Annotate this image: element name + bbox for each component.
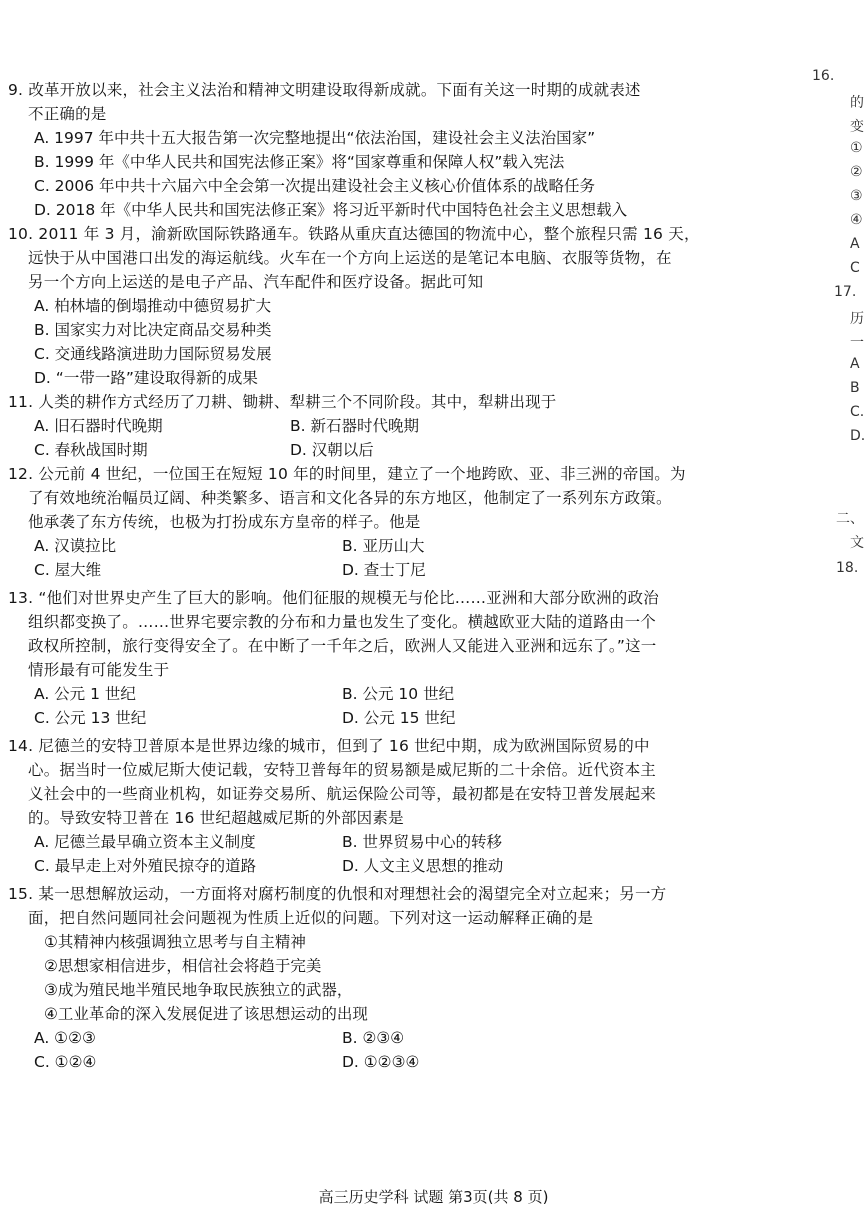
question-15-option-b: B. ②③④ — [342, 1029, 405, 1047]
question-12 — [8, 462, 800, 582]
question-9-option-a: A. 1997 年中共十五大报告第一次完整地提出“依法治国，建设社会主义法治国家” — [34, 129, 596, 147]
question-14-option-c: C. 最早走上对外殖民掠夺的道路 — [34, 857, 257, 875]
question-12-stem-line-2: 了有效地统治幅员辽阔、种类繁多、语言和文化各异的东方地区，他制定了一系列东方政策。 — [28, 489, 672, 507]
fragment-text: 历 — [850, 311, 864, 327]
question-11 — [8, 390, 800, 462]
question-13-option-d: D. 公元 15 世纪 — [342, 709, 456, 727]
question-15-statement-2: ②思想家相信进步，相信社会将趋于完美 — [44, 957, 322, 975]
page-footer: 高三历史学科 试题 第3页(共 8 页) — [318, 1188, 549, 1206]
question-9-option-d: D. 2018 年《中华人民共和国宪法修正案》将习近平新时代中国特色社会主义思想载入 — [34, 201, 628, 219]
question-11-option-c: C. 春秋战国时期 — [34, 441, 148, 459]
fragment-text: C — [850, 260, 860, 276]
question-14-option-a: A. 尼德兰最早确立资本主义制度 — [34, 833, 256, 851]
fragment-text: A — [850, 356, 860, 372]
question-14-options-row-1 — [8, 830, 800, 854]
question-12-options-row-1 — [8, 534, 800, 558]
question-13-stem-line-3: 政权所控制，旅行变得安全了。在中断了一千年之后，欧洲人又能进入亚洲和远东了。”这一 — [28, 637, 657, 655]
question-15 — [8, 882, 800, 1074]
question-11-stem-line-1: 11. 人类的耕作方式经历了刀耕、锄耕、犁耕三个不同阶段。其中，犁耕出现于 — [8, 393, 557, 411]
question-11-option-a: A. 旧石器时代晚期 — [34, 417, 163, 435]
question-12-stem-line-3: 他承袭了东方传统，也极为打扮成东方皇帝的样子。他是 — [28, 513, 421, 531]
question-13-options-row-2 — [8, 706, 800, 730]
question-14-stem-line-3: 义社会中的一些商业机构，如证券交易所、航运保险公司等，最初都是在安特卫普发展起来 — [28, 785, 657, 803]
question-12-options-row-2 — [8, 558, 800, 582]
question-12-option-b: B. 亚历山大 — [342, 537, 425, 555]
fragment-text: 16. — [812, 68, 835, 84]
question-14-stem-line-4: 的。导致安特卫普在 16 世纪超越威尼斯的外部因素是 — [28, 809, 404, 827]
question-9-stem-line-1: 9. 改革开放以来，社会主义法治和精神文明建设取得新成就。下面有关这一时期的成就表述 — [8, 81, 641, 99]
question-12-option-d: D. 查士丁尼 — [342, 561, 426, 579]
question-14-options-row-2 — [8, 854, 800, 878]
fragment-text: 二、 — [836, 511, 864, 527]
question-15-stem-line-1: 15. 某一思想解放运动，一方面将对腐朽制度的仇恨和对理想社会的渴望完全对立起来；另一方 — [8, 885, 667, 903]
question-15-option-c: C. ①②④ — [34, 1053, 97, 1071]
question-12-option-a: A. 汉谟拉比 — [34, 537, 117, 555]
question-13-option-a: A. 公元 1 世纪 — [34, 685, 136, 703]
adjacent-page-fragment — [812, 60, 867, 620]
question-10-stem-line-3: 另一个方向上运送的是电子产品、汽车配件和医疗设备。据此可知 — [28, 273, 484, 291]
question-15-options-row-1 — [8, 1026, 800, 1050]
question-11-options-row-2 — [8, 438, 800, 462]
question-14-stem-line-1: 14. 尼德兰的安特卫普原本是世界边缘的城市，但到了 16 世纪中期，成为欧洲国际贸易的中 — [8, 737, 650, 755]
question-14-stem-line-2: 心。据当时一位威尼斯大使记载，安特卫普每年的贸易额是威尼斯的二十余倍。近代资本主 — [28, 761, 657, 779]
fragment-text: 17. — [834, 284, 857, 300]
question-10 — [8, 222, 800, 390]
question-11-option-b: B. 新石器时代晚期 — [290, 417, 419, 435]
fragment-text: C. — [850, 404, 865, 420]
question-13-option-c: C. 公元 13 世纪 — [34, 709, 147, 727]
fragment-text: 的 — [850, 95, 864, 111]
question-15-statement-3: ③成为殖民地半殖民地争取民族独立的武器， — [44, 981, 353, 999]
question-10-option-a: A. 柏林墙的倒塌推动中德贸易扩大 — [34, 297, 272, 315]
fragment-text: 文 — [850, 535, 864, 551]
fragment-text: B — [850, 380, 860, 396]
question-15-statement-4: ④工业革命的深入发展促进了该思想运动的出现 — [44, 1005, 368, 1023]
question-10-stem-line-2: 远快于从中国港口出发的海运航线。火车在一个方向上运送的是笔记本电脑、衣服等货物，在 — [28, 249, 672, 267]
question-10-option-c: C. 交通线路演进助力国际贸易发展 — [34, 345, 272, 363]
question-13 — [8, 586, 800, 730]
question-11-options-row-1 — [8, 414, 800, 438]
question-11-option-d: D. 汉朝以后 — [290, 441, 374, 459]
question-15-stem-line-2: 面，把自然问题同社会问题视为性质上近似的问题。下列对这一运动解释正确的是 — [28, 909, 594, 927]
fragment-text: 18. — [836, 560, 859, 576]
question-10-option-d: D. “一带一路”建设取得新的成果 — [34, 369, 258, 387]
questions-column — [8, 78, 800, 1074]
question-13-stem-line-1: 13. “他们对世界史产生了巨大的影响。他们征服的规模无与伦比……亚洲和大部分欧洲的政治 — [8, 589, 659, 607]
fragment-text: 一 — [850, 335, 864, 351]
fragment-text: ② — [850, 164, 863, 180]
fragment-text: ① — [850, 140, 863, 156]
question-15-options-row-2 — [8, 1050, 800, 1074]
question-9-option-b: B. 1999 年《中华人民共和国宪法修正案》将“国家尊重和保障人权”载入宪法 — [34, 153, 565, 171]
question-9-stem-line-2: 不正确的是 — [28, 105, 107, 123]
question-14-option-b: B. 世界贸易中心的转移 — [342, 833, 502, 851]
question-12-stem-line-1: 12. 公元前 4 世纪，一位国王在短短 10 年的时间里，建立了一个地跨欧、亚、非三洲的帝国。为 — [8, 465, 686, 483]
fragment-text: ④ — [850, 212, 863, 228]
question-15-statement-1: ①其精神内核强调独立思考与自主精神 — [44, 933, 306, 951]
question-13-options-row-1 — [8, 682, 800, 706]
fragment-text: ③ — [850, 188, 863, 204]
fragment-text: D. — [850, 428, 866, 444]
question-10-stem-line-1: 10. 2011 年 3 月，渝新欧国际铁路通车。铁路从重庆直达德国的物流中心，整个旅程只需 16 天， — [8, 225, 700, 243]
question-10-option-b: B. 国家实力对比决定商品交易种类 — [34, 321, 272, 339]
question-9 — [8, 78, 800, 222]
question-14-option-d: D. 人文主义思想的推动 — [342, 857, 504, 875]
question-14 — [8, 734, 800, 878]
question-15-option-d: D. ①②③④ — [342, 1053, 420, 1071]
question-9-option-c: C. 2006 年中共十六届六中全会第一次提出建设社会主义核心价值体系的战略任务 — [34, 177, 596, 195]
question-13-stem-line-2: 组织都变换了。……世界宅要宗教的分布和力量也发生了变化。横越欧亚大陆的道路由一个 — [28, 613, 657, 631]
fragment-text: 变 — [850, 119, 864, 135]
fragment-text: A — [850, 236, 860, 252]
question-13-stem-line-4: 情形最有可能发生于 — [28, 661, 170, 679]
question-12-option-c: C. 屋大维 — [34, 561, 102, 579]
question-15-option-a: A. ①②③ — [34, 1029, 96, 1047]
question-13-option-b: B. 公元 10 世纪 — [342, 685, 455, 703]
